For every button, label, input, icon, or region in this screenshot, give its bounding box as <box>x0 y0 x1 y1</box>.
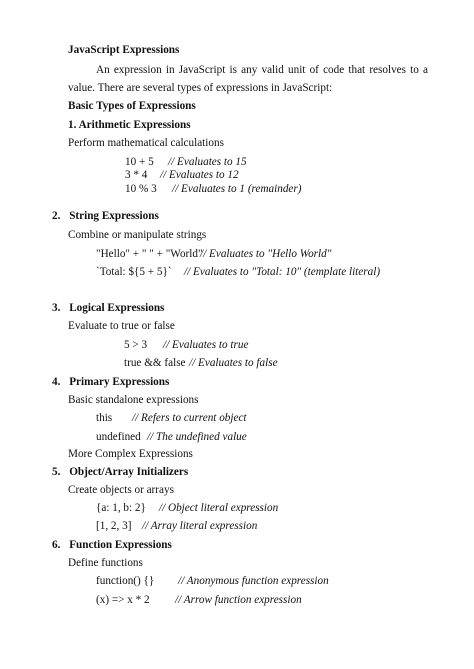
section-title: Primary Expressions <box>69 376 170 388</box>
code-comment: // Arrow function expression <box>175 594 302 606</box>
section-heading-string <box>52 209 159 223</box>
code-comment: // Evaluates to 1 (remainder) <box>172 183 302 195</box>
code-example: 10 + 5 <box>125 156 154 168</box>
code-example: function() {} <box>96 575 155 587</box>
page-title: JavaScript Expressions <box>68 44 180 56</box>
section-description: Combine or manipulate strings <box>68 229 207 241</box>
code-comment: // Evaluates to "Total: 10" (template literal) <box>184 266 381 278</box>
code-example: 3 * 4 <box>125 169 148 181</box>
code-example: [1, 2, 3] <box>96 520 132 532</box>
code-comment: // Anonymous function expression <box>178 575 329 587</box>
section-title: Arithmetic Expressions <box>78 119 191 131</box>
section-title: String Expressions <box>69 210 159 222</box>
code-comment: // Evaluates to true <box>163 339 249 351</box>
code-example: {a: 1, b: 2} <box>96 502 146 514</box>
code-example: 5 > 3 <box>124 339 148 351</box>
basic-types-heading: Basic Types of Expressions <box>68 100 196 112</box>
section-number: 1. <box>68 119 77 131</box>
section-heading-arithmetic <box>68 118 191 132</box>
section-description: Evaluate to true or false <box>68 320 175 332</box>
section-heading-primary <box>52 375 169 389</box>
section-number: 2. <box>52 210 61 222</box>
code-example: true && false <box>124 357 186 369</box>
code-comment: // Evaluates to 15 <box>168 156 247 168</box>
section-heading-initializers <box>52 465 188 479</box>
section-number: 4. <box>52 376 61 388</box>
section-description: Create objects or arrays <box>68 484 174 496</box>
code-comment: // Refers to current object <box>132 412 247 424</box>
code-comment: // Evaluates to false <box>189 357 278 369</box>
code-example: `Total: ${5 + 5}` <box>96 266 172 278</box>
code-example: undefined <box>96 431 141 443</box>
section-title: Object/Array Initializers <box>69 466 189 478</box>
section-title: Function Expressions <box>69 539 172 551</box>
more-complex-heading: More Complex Expressions <box>68 448 193 460</box>
section-heading-function <box>52 538 172 552</box>
code-comment: // Array literal expression <box>142 520 258 532</box>
code-comment: // Evaluates to 12 <box>160 169 239 181</box>
section-heading-logical <box>52 301 164 315</box>
section-number: 3. <box>52 302 61 314</box>
intro-paragraph-line-1: An expression in JavaScript is any valid unit of code that resolves to a <box>96 64 428 76</box>
code-example: (x) => x * 2 <box>96 594 150 606</box>
code-comment: // Evaluates to "Hello World" <box>200 248 332 260</box>
code-comment: // The undefined value <box>147 431 247 443</box>
intro-paragraph-line-2: value. There are several types of expressions in JavaScript: <box>68 82 333 94</box>
section-description: Basic standalone expressions <box>68 394 199 406</box>
section-description: Perform mathematical calculations <box>68 137 224 149</box>
section-number: 6. <box>52 539 61 551</box>
section-title: Logical Expressions <box>69 302 165 314</box>
section-description: Define functions <box>68 557 143 569</box>
section-number: 5. <box>52 466 61 478</box>
code-example: "Hello" + " " + "World" <box>96 248 203 260</box>
code-comment: // Object literal expression <box>159 502 279 514</box>
code-example: this <box>96 412 113 424</box>
code-example: 10 % 3 <box>125 183 157 195</box>
